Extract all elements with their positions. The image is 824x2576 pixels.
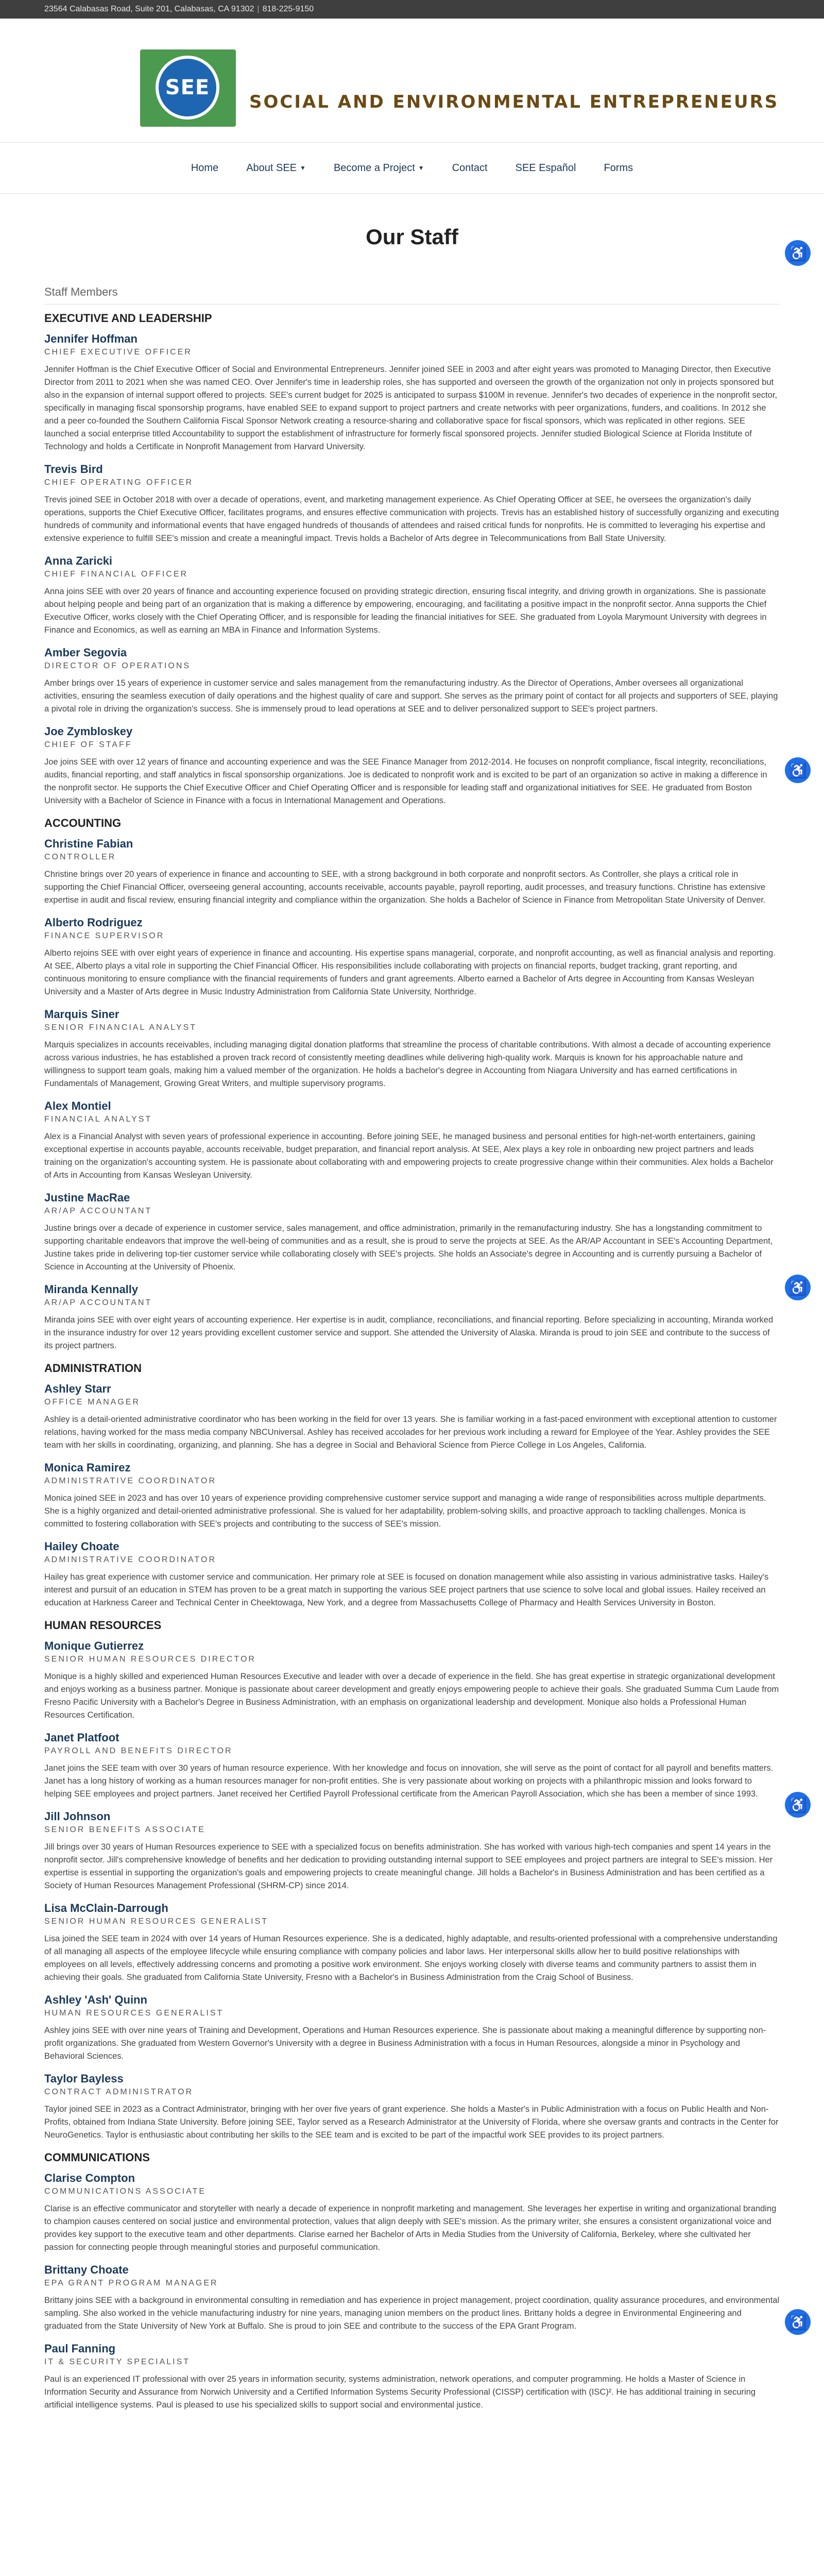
main-navigation <box>0 142 824 194</box>
staff-bio: Alex is a Financial Analyst with seven years of professional experience in accounting. Before joining SEE, he managed business and personal entities for high-net-worth entertainers, gaining exceptional expertise in accounts payable, accounts receivable, budget preparation, and financial report analysis. At SEE, Alex plays a key role in onboarding new project partners and leads training on the organization's accounting system. He is passionate about collaborating with and empowering projects to create progressive change within their communities. Alex holds a Bachelor of Arts in Accounting from Kansas Wesleyan University. <box>44 1132 774 1180</box>
nav-label: SEE Español <box>515 162 576 174</box>
staff-bio: Hailey has great experience with customer service and communication. Her primary role at SEE is focused on donation management while also assisting in various administrative tasks. Hailey's interest and pursuit of an education in STEM has proven to be a great match in supporting the various SEE project partners that use science to solve local and global issues. Hailey received an education at Harkness Career and Technical Center in Cheektowaga, New York, and a degree from Massachusetts College of Pharmacy and Health Services University in Boston. <box>44 1572 769 1607</box>
staff-title: CHIEF OF STAFF <box>44 740 132 749</box>
staff-name: Ashley Starr <box>44 1382 111 1395</box>
address-text: 23564 Calabasas Road, Suite 201, Calabasas, CA 91302 <box>44 5 254 13</box>
staff-bio: Ashley joins SEE with over nine years of Training and Development, Operations and Human Resources experience. She is passionate about making a meaningful difference by supporting non-profit organizations. She graduated from Western Governor's University with a degree in Business Administration with a focus in Human Resources, alongside a minor in Psychology and Behavioral Sciences. <box>44 2026 766 2061</box>
accessibility-icon[interactable]: ♿ <box>785 1275 811 1300</box>
staff-member <box>44 2172 780 2254</box>
staff-member <box>44 332 780 453</box>
staff-name: Joe Zymbloskey <box>44 725 133 738</box>
staff-member <box>44 1902 780 1984</box>
staff-bio: Monique is a highly skilled and experienced Human Resources Executive and leader with over a decade of experience in the field. She has great expertise in strategic organizational development and enjoys working as a business partner. Monique is passionate about career development and greatly enjoys empowering people to achieve their goals. She graduated Summa Cum Laude from Fresno Pacific University with a Bachelor's Degree in Business Administration, with an emphasis on organizational leadership and development. Monique also holds a Professional Human Resources Certification. <box>44 1672 779 1720</box>
staff-title: CHIEF EXECUTIVE OFFICER <box>44 348 192 357</box>
site-header <box>0 19 824 142</box>
staff-title: PAYROLL AND BENEFITS DIRECTOR <box>44 1747 233 1755</box>
staff-bio: Lisa joined the SEE team in 2024 with over 14 years of Human Resources experience. She is a dedicated, highly adaptable, and results-oriented professional with a comprehensive understanding of all managing all aspects of the employee lifecycle while ensuring compliance with company policies and labor laws. Her interpersonal skills allow her to build positive relationships with employees on all levels, effectively addressing concerns and promoting a positive work environment. She enjoys working closely with diverse teams and community partners to assist them in achieving their goals. She graduated from California State University, Fresno with a Bachelor's in Business Administration from the Craig School of Business. <box>44 1934 778 1982</box>
staff-title: AR/AP ACCOUNTANT <box>44 1298 152 1307</box>
staff-bio: Justine brings over a decade of experience in customer service, sales management, and office administration, primarily in the remanufacturing industry. She has a longstanding commitment to supporting charitable endeavors that improve the well-being of communities and as a result, she is proud to serve the projects at SEE. As the AR/AP Accountant in SEE's Accounting Department, Justine takes pride in delivering top-tier customer service while collaborating closely with SEE's projects. She holds an Associate's degree in Accounting and is currently pursuing a Bachelor of Science in Accounting at the University of Phoenix. <box>44 1224 773 1272</box>
staff-title: DIRECTOR OF OPERATIONS <box>44 662 191 670</box>
staff-member <box>44 916 780 998</box>
staff-member <box>44 725 780 807</box>
staff-bio: Ashley is a detail-oriented administrative coordinator who has been working in the field for over 13 years. She is familiar working in a fast-paced environment with exceptional attention to customer relations, having worked for the mass media company NBCUniversal. Ashley has received accolades for her previous work including a reward for Employee of the Year. Ashley provides the SEE team with her skills in coordinating, organizing, and planning. She has a degree in Social and Behavioral Science from Pierce College in Los Angeles, California. <box>44 1415 777 1450</box>
staff-name: Monique Gutierrez <box>44 1639 144 1652</box>
staff-member <box>44 2263 780 2333</box>
staff-member <box>44 1461 780 1531</box>
nav-label: Contact <box>452 162 488 174</box>
staff-member <box>44 1540 780 1609</box>
staff-name: Trevis Bird <box>44 463 103 476</box>
nav-item-contact[interactable] <box>452 162 488 174</box>
staff-bio: Brittany joins SEE with a background in environmental consulting in remediation and has experience in project management, project coordination, quality assurance procedures, and environmental sampling. She also worked in the vehicle manufacturing industry for nine years, managing union members on the product lines. Brittany holds a degree in Environmental Engineering and graduated from the State University of New York at Buffalo. She is proud to join SEE and contribute to the success of the EPA Grant Program. <box>44 2296 780 2331</box>
staff-bio: Trevis joined SEE in October 2018 with over a decade of operations, event, and marketing management experience. As Chief Operating Officer at SEE, he oversees the organization's daily operations, supports the Chief Executive Officer, facilitates programs, and ensures effective communication with projects. Trevis has an established history of successfully organizing and executing hundreds of community and informational events that have engaged hundreds of thousands of attendees and raised critical funds for nonprofits. He is committed to leveraging his expertise and extensive experience to fulfill SEE's mission and create a meaningful impact. Trevis holds a Bachelor of Arts degree in Telecommunications from Ball State University. <box>44 495 779 543</box>
staff-name: Miranda Kennally <box>44 1283 139 1296</box>
staff-name: Lisa McClain-Darrough <box>44 1902 168 1914</box>
staff-name: Jill Johnson <box>44 1810 111 1823</box>
staff-title: FINANCE SUPERVISOR <box>44 931 165 940</box>
staff-name: Alberto Rodriguez <box>44 916 143 929</box>
staff-bio: Marquis specializes in accounts receivables, including managing digital donation platforms that streamline the process of charitable contributions. With almost a decade of accounting experience across various industries, he has established a proven track record of consistently meeting deadlines while delivering high-quality work. Marquis is known for his approachable nature and willingness to support team goals, making him a valued member of the organization. He holds a bachelor's degree in Accounting from Niagara University and has earned certifications in Fundamentals of Management, Growing Great Writers, and multiple supervisory programs. <box>44 1040 771 1088</box>
staff-member <box>44 1191 780 1274</box>
staff-member <box>44 1810 780 1892</box>
staff-name: Ashley 'Ash' Quinn <box>44 1993 147 2006</box>
staff-name: Paul Fanning <box>44 2342 116 2355</box>
logo-mark: SEE <box>165 76 210 99</box>
staff-bio: Anna joins SEE with over 20 years of finance and accounting experience focused on providing strategic direction, ensuring fiscal integrity, and driving growth in organizations. She is passionate about helping people and being part of an organization that is making a difference by empowering, encouraging, and facilitating a positive impact in the nonprofit sector. Anna supports the Chief Executive Officer, works closely with the Chief Operating Officer, and is responsible for leading the financial initiatives for SEE. She graduated from Loyola Marymount University with degrees in Finance and Economics, as well as earning an MBA in Finance and Information Systems. <box>44 587 767 635</box>
staff-name: Christine Fabian <box>44 837 133 850</box>
logo-title[interactable]: SOCIAL AND ENVIRONMENTAL ENTREPRENEURS <box>249 92 779 112</box>
staff-name: Hailey Choate <box>44 1540 119 1553</box>
section-heading: ADMINISTRATION <box>44 1362 142 1375</box>
phone-text[interactable]: 818-225-9150 <box>262 5 314 13</box>
staff-name: Justine MacRae <box>44 1191 130 1204</box>
staff-member <box>44 1731 780 1801</box>
staff-member <box>44 1993 780 2063</box>
staff-name: Alex Montiel <box>44 1099 111 1112</box>
nav-label: About SEE <box>246 162 297 174</box>
staff-title: SENIOR HUMAN RESOURCES DIRECTOR <box>44 1655 256 1664</box>
nav-item-home[interactable] <box>191 162 218 174</box>
nav-item-forms[interactable] <box>604 162 633 174</box>
staff-title: AR/AP ACCOUNTANT <box>44 1207 152 1215</box>
staff-title: IT & SECURITY SPECIALIST <box>44 2358 191 2366</box>
staff-member <box>44 2072 780 2142</box>
accessibility-icon[interactable]: ♿ <box>785 757 811 783</box>
staff-member <box>44 1008 780 1090</box>
topbar-separator: | <box>257 5 260 13</box>
accessibility-icon[interactable]: ♿ <box>785 240 811 266</box>
staff-title: OFFICE MANAGER <box>44 1398 141 1406</box>
staff-title: CHIEF OPERATING OFFICER <box>44 478 194 487</box>
staff-member <box>44 1639 780 1722</box>
staff-bio: Joe joins SEE with over 12 years of finance and accounting experience and was the SEE Finance Manager from 2012-2014. He focuses on nonprofit compliance, fiscal integrity, reconciliations, audits, financial reporting, and staff analytics in fiscal sponsorship organizations. Joe is dedicated to nonprofit work and is excited to be part of an organization so active in making a difference in the nonprofit sector. He supports the Chief Executive Officer and Chief Operating Officer and is responsible for leading staff and organizational initiatives for SEE. He graduated from Boston University with a Bachelor of Science in Finance with a focus in International Management and Operations. <box>44 757 767 805</box>
staff-members-label: Staff Members <box>44 285 780 304</box>
staff-name: Marquis Siner <box>44 1008 119 1021</box>
nav-label: Forms <box>604 162 633 174</box>
staff-title: COMMUNICATIONS ASSOCIATE <box>44 2187 207 2196</box>
staff-name: Brittany Choate <box>44 2263 129 2276</box>
section-heading: COMMUNICATIONS <box>44 2151 150 2164</box>
staff-title: SENIOR HUMAN RESOURCES GENERALIST <box>44 1917 269 1926</box>
staff-title: ADMINISTRATIVE COORDINATOR <box>44 1477 217 1485</box>
site-logo[interactable] <box>140 49 236 127</box>
staff-bio: Taylor joined SEE in 2023 as a Contract Administrator, bringing with her over five years of grant experience. She holds a Master's in Public Administration with a focus on Public Health and Non-Profits, obtained from Indiana State University. Before joining SEE, Taylor served as a Research Administrator at the University of Florida, where she oversaw grants and contracts in the Center for NeuroGenetics. Taylor is enthusiastic about contributing her skills to the SEE team and is excited to be part of the impactful work SEE provides to its project partners. <box>44 2105 779 2140</box>
section-heading: HUMAN RESOURCES <box>44 1619 162 1632</box>
staff-member <box>44 646 780 716</box>
staff-bio: Clarise is an effective communicator and storyteller with nearly a decade of experience in nonprofit marketing and management. She leverages her expertise in writing and organizational branding to champion causes centered on social justice and environmental protection, values that align deeply with SEE's mission. As the primary writer, she ensures a consistent organizational voice and provides key support to the executive team and other departments. Clarise earned her Bachelor of Arts in Media Studies from the University of California, Berkeley, where she cultivated her passion for connecting people through meaningful stories and purposeful communication. <box>44 2204 777 2252</box>
staff-sections <box>44 312 780 2412</box>
staff-member <box>44 2342 780 2412</box>
top-info-bar <box>0 0 824 19</box>
staff-bio: Paul is an experienced IT professional with over 25 years in information security, systems administration, network operations, and computer programming. He holds a Master of Science in Information Security and Assurance from Norwich University and a Certified Information Systems Security Professional (CISSP) certification with (ISC)². He has additional training in securing artificial intelligence systems. Paul is pleased to use his specialized skills to support social and environmental justice. <box>44 2375 756 2410</box>
nav-label: Become a Project <box>333 162 415 174</box>
staff-member <box>44 1099 780 1182</box>
accessibility-icon[interactable]: ♿ <box>785 1792 811 1818</box>
staff-title: EPA GRANT PROGRAM MANAGER <box>44 2279 218 2287</box>
logo-circle <box>156 56 219 120</box>
staff-title: SENIOR FINANCIAL ANALYST <box>44 1023 197 1032</box>
section-heading: EXECUTIVE AND LEADERSHIP <box>44 312 212 325</box>
staff-title: CONTRACT ADMINISTRATOR <box>44 2088 194 2096</box>
chevron-down-icon: ▼ <box>418 164 424 172</box>
staff-title: FINANCIAL ANALYST <box>44 1115 152 1124</box>
staff-name: Amber Segovia <box>44 646 127 659</box>
staff-content <box>0 285 824 2412</box>
nav-item-see-espanol[interactable] <box>516 162 576 174</box>
nav-item-become-project[interactable] <box>334 162 424 174</box>
staff-name: Clarise Compton <box>44 2172 135 2184</box>
accessibility-icon[interactable]: ♿ <box>785 2309 811 2335</box>
staff-bio: Alberto rejoins SEE with over eight years of experience in finance and accounting. His expertise spans managerial, corporate, and nonprofit accounting, as well as financial analysis and reporting. At SEE, Alberto plays a vital role in supporting the Chief Financial Officer. His responsibilities include collaborating with projects on financial reports, budget tracking, grant reporting, and continuous monitoring to ensure compliance with the financial requirements of funders and grant agreements. Alberto earned a Bachelor of Arts degree in Accounting from Kansas Wesleyan University and a Master of Arts degree in Music Industry Administration from California State University, Northridge. <box>44 948 776 996</box>
staff-bio: Miranda joins SEE with over eight years of accounting experience. Her expertise is in audit, compliance, reconciliations, and financial reporting. Before specializing in accounting, Miranda worked in the insurance industry for over 12 years providing excellent customer service and support. She attended the University of Alaska. Miranda is proud to join SEE and contribute to the success of its project partners. <box>44 1315 774 1350</box>
staff-bio: Christine brings over 20 years of experience in finance and accounting to SEE, with a strong background in both corporate and nonprofit sectors. As Controller, she plays a critical role in supporting the Chief Financial Officer, overseeing general accounting, accounts receivable, accounts payable, payroll reporting, audit processes, and treasury functions. Christine has extensive expertise in audit and fiscal review, ensuring financial integrity and compliance within the organization. She holds a Bachelor of Science in Finance from Metropolitan State University of Denver. <box>44 870 766 905</box>
page-title: Our Staff <box>366 225 458 249</box>
staff-bio: Janet joins the SEE team with over 30 years of human resource experience. With her knowledge and focus on innovation, she will serve as the point of contact for all payroll and benefits matters. Janet has a long history of working as a human resources manager for non-profit entities. She is very passionate about working on projects with a philanthropic mission and looks forward to helping SEE employees and project partners. Janet received her Certified Payroll Professional certificate from the American Payroll Association, which she has been a member of since 1993. <box>44 1764 774 1799</box>
chevron-down-icon: ▼ <box>300 164 306 172</box>
staff-title: SENIOR BENEFITS ASSOCIATE <box>44 1825 205 1834</box>
staff-member <box>44 837 780 907</box>
staff-member <box>44 463 780 545</box>
staff-name: Monica Ramirez <box>44 1461 131 1474</box>
staff-name: Anna Zaricki <box>44 554 113 567</box>
staff-title: ADMINISTRATIVE COORDINATOR <box>44 1555 217 1564</box>
nav-item-about[interactable] <box>246 162 306 174</box>
nav-label: Home <box>191 162 219 174</box>
staff-name: Jennifer Hoffman <box>44 332 138 345</box>
staff-title: CHIEF FINANCIAL OFFICER <box>44 570 188 579</box>
staff-bio: Jill brings over 30 years of Human Resources experience to SEE with a specialized focus on benefits administration. She has worked with various high-tech companies and spent 14 years in the nonprofit sector. Jill's comprehensive knowledge of benefits and her dedication to providing outstanding internal support to SEE employees and project partners are integral to SEE's mission. Her expertise is essential in supporting the organization's goals and empowering projects to create meaningful change. Jill holds a Bachelor's in Business Administration and has been certified as a Society of Human Resources Management Professional (SHRM-CP) since 2014. <box>44 1842 773 1890</box>
staff-bio: Monica joined SEE in 2023 and has over 10 years of experience providing comprehensive customer service support and managing a wide range of responsibilities across multiple departments. She is a highly organized and detail-oriented administrative professional. She is valued for her adaptability, problem-solving skills, and proactive approach to tackling challenges. Monica is committed to fostering collaboration with SEE's projects and contributing to the success of SEE's mission. <box>44 1494 766 1529</box>
staff-name: Taylor Bayless <box>44 2072 124 2085</box>
staff-bio: Jennifer Hoffman is the Chief Executive Officer of Social and Environmental Entrepreneurs. Jennifer joined SEE in 2003 and after eight years was promoted to Managing Director, then Executive Director from 2011 to 2021 when she was named CEO. Over Jennifer's time in leadership roles, she has supported and overseen the growth of the organization not only in projects sponsored but also in the expansion of internal support offered to projects. SEE's current budget for 2025 is anticipated to surpass $100M in revenue. Jennifer's two decades of experience in the nonprofit sector, specifically in managing fiscal sponsorship programs, have enabled SEE to expand support to project partners and create networks with peer organizations, funders, and coalitions. In 2012 she and a peer co-founded the Southern California Fiscal Sponsor Network creating a resource-sharing and collaborative space for fiscal sponsors, which was replicated in other regions. SEE launched a social enterprise titled Accountability to support the establishment of infrastructure for formerly fiscal sponsored projects. Jennifer studied Biological Science at Florida Institute of Technology and holds a Certificate in Nonprofit Management from Harvard University. <box>44 365 778 451</box>
section-heading: ACCOUNTING <box>44 817 122 829</box>
staff-member <box>44 1382 780 1452</box>
staff-name: Janet Platfoot <box>44 1731 119 1744</box>
staff-bio: Amber brings over 15 years of experience in customer service and sales management from the remanufacturing industry. As the Director of Operations, Amber oversees all organizational activities, ensuring the seamless execution of daily operations and the highest quality of care and support. She serves as the primary point of contact for all projects and supporters of SEE, playing a pivotal role in driving the organization's success. She is immensely proud to lead operations at SEE and to deliver personalized support to SEE's project partners. <box>44 679 778 714</box>
staff-title: HUMAN RESOURCES GENERALIST <box>44 2009 224 2018</box>
staff-member <box>44 1283 780 1352</box>
staff-member <box>44 554 780 637</box>
staff-title: CONTROLLER <box>44 853 116 861</box>
